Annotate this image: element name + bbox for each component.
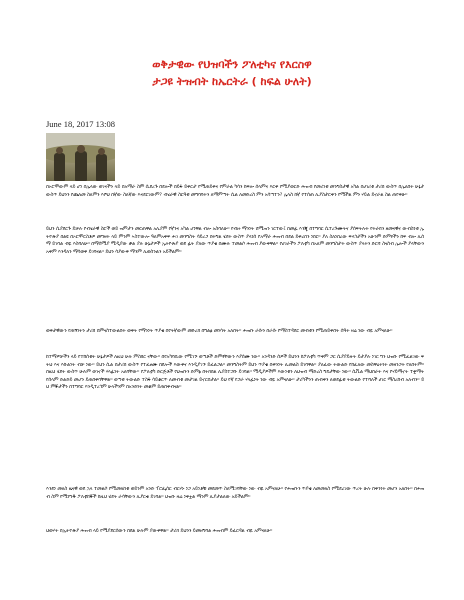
article-paragraph: በኦሮሞውም ላይ ሆነ በሌላው ወገናችን ላይ በአማራ ስም ሲደረጉ በደሎች በይፋ ይቅርታ የሚጠይቅና የምራል ካሳን ከፍሎ ሰላምና እርቅ የሚያወርድ ሕዝብ የመሪነቱ መንግስታዊ አካል በሀገሪቱ ታሪክ ውስጥ በሌለበት ሁኔታ ውስጥ ይህንን የጨለመ ስለምን እሾህ በኛው ስለኛው እናደርገውም? ብሄራዊ ስርዓቱ መግባባትን ለማምጣት ሲል ለመድረስ ምን አሳጣተን? ሌላስ ከኛ የተሰጠ ሊያስታርቀን የሚችል ምን ሃይል ይኖራል ስል ጠየቅሁ።	[46, 185, 424, 198]
photo-figure-head	[77, 145, 85, 153]
article-subtitle: ታጋዩ ትዝብት ከኤርትራ ( ከፍል ሁለት)	[152, 75, 312, 88]
photo-figure-head	[56, 147, 63, 154]
article-paragraph: እንደነ መለስ ዜናዊ ወደ ኋላ ተመልሶ የሚመለከቱ ወይንም አንድ ፕሮፌሰር ብርሃኑ ነጋ አይነቶቹ መደመጥ ስለሚገባቸው ነው ብዬ አምናለሁ። የሕዝቡን ጥያቄ ለመመለስ የሚደረገው ጥረት ሁሉ በቅንነት መሆን አለበት። በሕዝብ ስም የሚነግዱ ፖለቲከኞች ከዚህ ሂደት ራሳቸውን ሊያርቁ ይገባል። ህዝቡ ዛሬ ነቅቷል ማንም ሊያታልለው አይችልም።	[46, 487, 424, 500]
photo-figure	[75, 151, 87, 181]
article-title: ወቅታዊው የህዝባችን ፖለቲካና የእርስዋ	[152, 58, 312, 71]
article-paragraph: ይህን ሲያደርጉ ይቻሉ የብሄራዊ ስሮች ወይ ዝምታን መርጠዋል አሊያም የኛንና አካል ሆነዋል ብሎ አስባለሁ። የብዙ ማንነት ሸሚዝን ገርተው፤ በመፊ እንጂ በተግባር ሲተረጉሙትና ያሰፍትሉት የትራክን ዘመናዊና ውብስነቱ ኢትዮጵያ በልዩ በኦሮሞርስቶዎ መግዛት ላይ ምንም ኣስተውሎ ዓለምአቀፍ ሕገ መንግስት ሳይረጋ በትግል ሂደት ውስጥ ያላነሰ የአማራ ሕዝብ በደል ይቀረበን ነበር። ያለ ስለነበረው ፍላጎታችን አሁንም ድምፃችን ከፍ ብሎ ሊሰማ ይገባል ብዬ እስባለሁ። በማሰሚያ ሚዲያው ቃል ያሉ ሁኔታዎች ኢትዮጵያ ወደ ፊት ያለው ጥያቄ በሙሉ ተመልሶ ሕዝብ ያውቀዋል። የሀገራችን ፖለቲካ በአለም መንግስታት ውስጥ ያላትን ድርሻ ስናስብ ሌሎች ያላቸውን አቅም እንዳለን ማሳወቅ ይገባናል። ይህን ሳያውቅ ማንም ሊወስንልን አይችልም።	[46, 227, 424, 255]
photo-figure	[54, 153, 65, 181]
photo-figure	[96, 154, 107, 181]
article-paragraph: ወቅታዊውን የጠኝነትን ታሪክ በምናስተውልበት ወቅት የማንነት ጥያቄ በየትኛውም መድረክ በግልፅ መነሳት አለበት። ሕዝቡ ራሱን በራሱ የማስተዳደር መብቱን የሚጠይቅበት ሰዓት ዛሬ ነው ብዬ አምናለሁ።	[46, 329, 393, 334]
article-date: June 18, 2017 13:08	[46, 119, 115, 129]
article-paragraph: ህወሃት በኢትዮጵያ ሕዝብ ላይ የሚያደርሰውን በደል ሁሉም ያውቀዋል። ታሪክ ይህንን ይመዘግባል ሕዝብም ይፈርዳል ብዬ አምናለሁ።	[46, 529, 273, 534]
photo-figure-head	[98, 148, 105, 155]
article-paragraph: ከተማዎቻችን ላይ የተከሰቱት ሁኔታዎች ለዚህ ሁሉ ምስክር ናቸው። በየአካባቢው የሚገኙ ወጣቶች ድምፃቸውን እያሰሙ ነው። አንዳንድ ሰዎች ይህንን ከፖለቲካ ጥቅም ጋር ሲያያይዙት ይታያሉ ነገር ግን ህዝቡ የሚፈልገው ፍትህ እና እኩልነት ብቻ ነው። ይህን ሲል በታሪክ ውስጥ የተፈፀሙ በደሎች እውቅና እንዲያገኙ ይፈልጋል። መንግስትም ይህን ጥያቄ በቅንነት ሊመልስ ይገባዋል። ያለፈው ትውልድ የከፈለው መስዋዕትነት መዘንጋት የለበትም። በዚህ ሂደት ውስጥ ሁሉም ወገኖች ሃላፊነት አለባቸው። የፖለቲካ ድርጅቶች የህዝቡን ድምፅ በትክክል ሊያስተጋቡ ይገባል። ሚዲያዎችም እውነቱን ለህዝብ ማድረስ ግዴታቸው ነው። ሲቪል ማህበራት እና የሃይማኖት ተቋማት የሰላም ድልድይ መሆን ይጠበቅባቸዋል። ወጣቱ ትውልድ ተስፋ ሳይቆርጥ ለመብቱ መታገል ይኖርበታል። ይህ የኛ የጋራ ሃላፊነት ነው ብዬ አምናለሁ። ታሪካችንን ጠብቀን ለወደፊቱ ትውልድ የተሻለች ሀገር ማስረከብ አለብን። ይህ ምኞታችን በተግባር እንዲተረጎም ሁላችንም በአንድነት መቆም ይጠበቅብናል።	[46, 355, 424, 391]
article-photo	[46, 133, 115, 181]
